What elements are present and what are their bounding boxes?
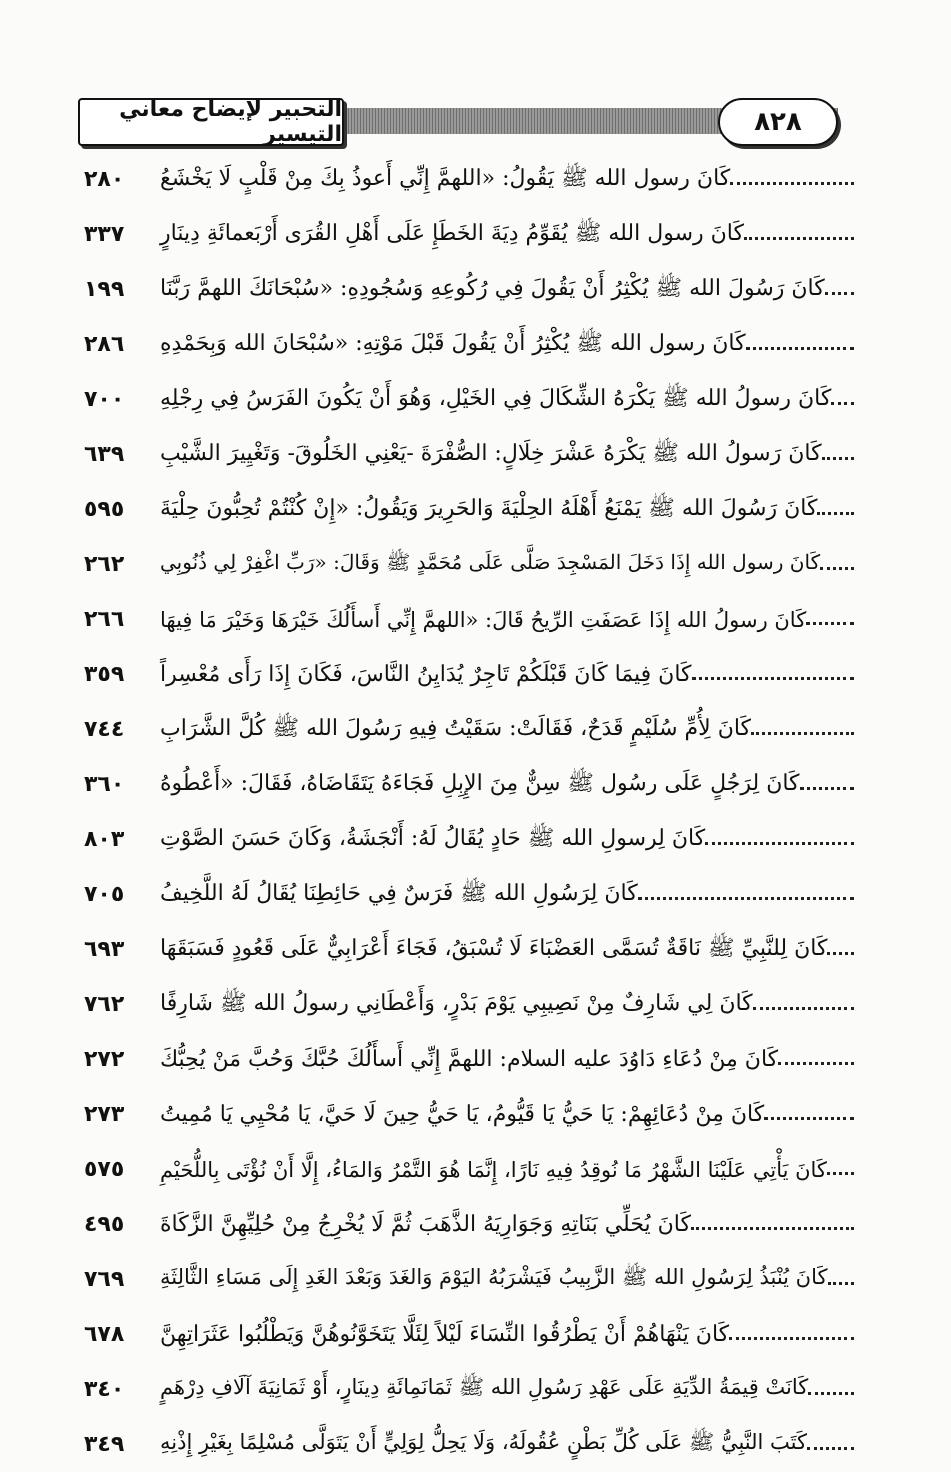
entry-text: كَانَ مِنْ دُعَاءِ دَاوُدَ عليه السلام: اللهمَّ إِنِّي أَسأَلُكَ حُبَّكَ وَحُبَّ مَنْ يُحِبُّكَ: [160, 1047, 779, 1072]
index-entry: [84, 152, 858, 207]
entry-text: كَانَ رسولُ الله إِذَا عَصَفَتِ الرِّيحُ قَالَ: «اللهمَّ إِنِّي أَسأَلُكَ خَيْرَهَا وَخَيْرَ مَا فِيهَا: [160, 607, 807, 632]
entry-text: كَانَ لِلنَّبِيِّ ﷺ نَاقَةٌ تُسَمَّى العَضْبَاءَ لَا تُسْبَقُ، فَجَاءَ أَعْرَابِيٌّ عَلَى قَعُودٍ فَسَبَقَهَا: [160, 935, 828, 961]
entry-line: [154, 608, 858, 632]
entry-page-number: ٣٤٩: [84, 1432, 125, 1457]
entry-page-number: ٢٧٢: [84, 1047, 125, 1072]
entry-line: [154, 769, 858, 801]
entry-line: [154, 824, 858, 856]
index-entry: [84, 702, 858, 757]
dot-leader: [822, 457, 854, 460]
page-header: [78, 97, 838, 147]
index-entry: [84, 812, 858, 867]
index-entry: [84, 317, 858, 372]
entry-page-number: ٧٠٠: [84, 387, 125, 412]
entry-text: كَانَ لِرَسُولِ الله ﷺ فَرَسٌ فِي حَائِطِنَا يُقَالُ لَهُ اللَّخِيفُ: [160, 880, 638, 906]
entry-text: كَانَ لِرَجُلٍ عَلَى رسُول ﷺ سِنٌّ مِنَ الإِبِلِ فَجَاءَهُ يَتَقَاضَاهُ، فَقَالَ: «أَعْطُوهُ: [160, 770, 800, 796]
entry-page-number: ٨٠٣: [84, 827, 125, 852]
index-entry: [84, 207, 858, 262]
entry-page-number: ٦٧٨: [84, 1322, 125, 1347]
entry-line: [154, 934, 858, 966]
entry-line: [154, 1429, 858, 1460]
entry-page-number: ٦٩٣: [84, 937, 125, 962]
entry-line: [154, 219, 858, 251]
entry-line: [154, 662, 858, 687]
index-entry: [84, 922, 858, 977]
book-title: التحبير لإيضاح معاني التيسير: [78, 98, 344, 146]
index-entry: [84, 867, 858, 922]
entry-page-number: ٣٦٠: [84, 772, 125, 797]
entry-text: كَانَ رسول الله إِذَا دَخَلَ المَسْجِدَ صَلَّى عَلَى مُحَمَّدٍ ﷺ وَقَالَ: «رَبِّ اغْفِرْ لِي ذُنُوبِي: [160, 550, 821, 574]
entry-text: كَانَ مِنْ دُعَائِهِمْ: يَا حَيُّ يَا قَيُّومُ، يَا حَيُّ حِينَ لَا حَيَّ، يَا مُحْيِي يَا مُمِيتُ: [160, 1102, 765, 1127]
dot-leader: [817, 512, 854, 515]
dot-leader: [744, 237, 854, 240]
index-entry: [84, 537, 858, 592]
page-number: ٨٢٨: [718, 98, 838, 146]
dot-leader: [827, 952, 854, 955]
dot-leader: [638, 897, 854, 900]
entry-page-number: ٢٦٦: [84, 607, 125, 632]
hadith-index-list: [84, 152, 858, 1472]
dot-leader: [806, 622, 854, 625]
entry-text: كَانَتْ قِيمَةُ الدِّيَةِ عَلَى عَهْدِ رَسُولِ الله ﷺ ثَمَانَمِائَةِ دِينَارٍ، أَوْ ثَمَانِيَةَ آلَافِ دِرْهَمٍ: [160, 1375, 809, 1399]
index-entry: [84, 372, 858, 427]
dot-leader: [778, 1062, 854, 1065]
entry-page-number: ٧٦٢: [84, 992, 125, 1017]
entry-page-number: ٤٩٥: [84, 1212, 125, 1237]
index-entry: [84, 1362, 858, 1417]
dot-leader: [729, 1337, 854, 1340]
entry-page-number: ٣٤٠: [84, 1377, 125, 1402]
index-entry: [84, 262, 858, 317]
dot-leader: [691, 1227, 854, 1230]
index-entry: [84, 592, 858, 647]
dot-leader: [730, 182, 854, 185]
entry-line: [154, 164, 858, 196]
index-entry: [84, 1307, 858, 1362]
index-entry: [84, 1032, 858, 1087]
entry-page-number: ٦٣٩: [84, 442, 125, 467]
entry-text: كَانَ رسولُ الله ﷺ يَكْرَهُ الشِّكَالَ فِي الخَيْلِ، وَهُوَ أَنْ يَكُونَ الفَرَسُ فِي رِجْلِهِ: [160, 385, 832, 411]
entry-text: كَانَ لِأُمِّ سُلَيْمٍ قَدَحٌ، فَقَالَتْ: سَقَيْتُ فِيهِ رَسُولَ الله ﷺ كُلَّ الشَّرَابِ: [160, 715, 752, 741]
dot-leader: [828, 1282, 855, 1285]
entry-page-number: ٢٨٦: [84, 332, 125, 357]
entry-page-number: ٥٩٥: [84, 497, 125, 522]
entry-line: [154, 1374, 858, 1405]
entry-page-number: ٣٣٧: [84, 222, 125, 247]
index-entry: [84, 1197, 858, 1252]
index-entry: [84, 1252, 858, 1307]
entry-text: كَانَ رسول الله ﷺ يُكْثِرُ أَنْ يَقُولَ قَبْلَ مَوْتِهِ: «سُبْحَانَ الله وَبِحَمْدِهِ: [160, 330, 746, 356]
index-entry: [84, 1417, 858, 1472]
entry-text: كَانَ يَأْتِي عَلَيْنَا الشَّهْرُ مَا نُوقِدُ فِيهِ نَارًا، إِنَّمَا هُوَ التَّمْرُ وَالمَاءُ، إِلَّا أَنْ نُؤْتَى بِاللُّحَيْمِ: [160, 1157, 827, 1182]
entry-line: [154, 494, 858, 526]
entry-text: كَانَ رسول الله ﷺ يَقُولُ: «اللهمَّ إِنِّي أَعوذُ بِكَ مِنْ قَلْبٍ لَا يَخْشَعُ: [160, 165, 731, 191]
index-entry: [84, 1142, 858, 1197]
index-entry: [84, 482, 858, 537]
entry-line: [154, 1158, 858, 1182]
dot-leader: [800, 787, 854, 790]
entry-text: كَانَ رَسُولَ الله ﷺ يُكْثِرُ أَنْ يَقُولَ فِي رُكُوعِهِ وَسُجُودِهِ: «سُبْحَانَكَ اللهمَّ رَبَّنَا: [160, 275, 825, 301]
entry-line: [154, 1102, 858, 1127]
entry-page-number: ٢٨٠: [84, 167, 125, 192]
entry-page-number: ٣٥٩: [84, 662, 125, 687]
entry-page-number: ٢٧٣: [84, 1102, 125, 1127]
entry-line: [154, 879, 858, 911]
index-entry: [84, 1087, 858, 1142]
dot-leader: [825, 292, 854, 295]
entry-page-number: ٢٦٢: [84, 552, 125, 577]
index-entry: [84, 427, 858, 482]
entry-line: [154, 550, 858, 579]
dot-leader: [827, 1172, 854, 1175]
dot-leader: [692, 677, 854, 680]
entry-line: [154, 329, 858, 361]
entry-text: كَانَ يُنْبَذُ لِرَسُولِ الله ﷺ الزَّبِيبُ فَيَشْرَبُهُ اليَوْمَ وَالغَدَ وَبَعْدَ الغَدِ إِلَى مَسَاءِ الثَّالِثَةِ: [160, 1265, 828, 1289]
entry-page-number: ٥٧٥: [84, 1157, 125, 1182]
dot-leader: [820, 567, 854, 570]
dot-leader: [808, 1392, 854, 1395]
dot-leader: [753, 1007, 854, 1010]
entry-text: كَانَ يُحَلِّي بَنَاتِهِ وَجَوَارِيَهُ الذَّهَبَ ثُمَّ لَا يُخْرِجُ مِنْ حُلِيِّهِنَّ الزَّكَاةَ: [160, 1212, 691, 1237]
dot-leader: [705, 842, 854, 845]
entry-text: كَانَ فِيمَا كَانَ قَبْلَكُمْ تَاجِرٌ يُدَايِنُ النَّاسَ، فَكَانَ إِذَا رَأَى مُعْسِراً: [160, 662, 692, 687]
index-entry: [84, 647, 858, 702]
entry-text: كَانَ لِي شَارِفٌ مِنْ نَصِيبِي يَوْمَ بَدْرٍ، وَأَعْطَانِي رسولُ الله ﷺ شَارِفًا: [160, 990, 753, 1016]
entry-text: كَانَ رسول الله ﷺ يُقَوِّمُ دِيَةَ الخَطَإِ عَلَى أَهْلِ القُرَى أَرْبَعمائَةِ دِينَارٍ: [160, 220, 744, 246]
entry-line: [154, 989, 858, 1021]
entry-line: [154, 1047, 858, 1072]
entry-line: [154, 274, 858, 306]
dot-leader: [807, 1447, 854, 1450]
entry-text: كَانَ يَنْهَاهُمْ أَنْ يَطْرُقُوا النِّسَاءَ لَيْلاً لِئَلَّا يَتَخَوَّنُوهُنَّ وَيَطْلُبُوا عَثَرَاتِهِنَّ: [160, 1322, 730, 1347]
entry-text: كَانَ لِرسولِ الله ﷺ حَادٍ يُقَالُ لَهُ: أَنْجَشَةُ، وَكَانَ حَسَنَ الصَّوْتِ: [160, 825, 706, 851]
dot-leader: [831, 402, 854, 405]
index-entry: [84, 977, 858, 1032]
entry-line: [154, 439, 858, 471]
entry-line: [154, 1322, 858, 1347]
entry-page-number: ٧٦٩: [84, 1267, 125, 1292]
entry-page-number: ٧٤٤: [84, 717, 125, 742]
dot-leader: [764, 1117, 854, 1120]
entry-line: [154, 714, 858, 746]
index-entry: [84, 757, 858, 812]
entry-text: كَانَ رَسولُ الله ﷺ يَكْرَهُ عَشْرَ خِلَالٍ: الصُّفْرَةَ -يَعْنِي الخَلُوقَ- وَتَغْيِيرَ الشَّيْبِ: [160, 440, 822, 466]
entry-text: كَتَبَ النَّبِيُّ ﷺ عَلَى كُلِّ بَطْنٍ عُقُولَهُ، وَلَا يَحِلُّ لِوَلِيٍّ أَنْ يَتَوَلَّى مُسْلِمًا بِغَيْرِ إِذْنِهِ: [160, 1430, 807, 1454]
entry-text: كَانَ رَسُولَ الله ﷺ يَمْنَعُ أَهْلَهُ الحِلْيَةَ وَالحَرِيرَ وَيَقُولُ: «إِنْ كُنْتُمْ تُحِبُّونَ حِلْيَةَ: [160, 495, 818, 521]
dot-leader: [746, 347, 854, 350]
dot-leader: [751, 732, 854, 735]
entry-line: [154, 1212, 858, 1237]
entry-page-number: ٧٠٥: [84, 882, 125, 907]
entry-page-number: ١٩٩: [84, 277, 125, 302]
entry-line: [154, 1264, 858, 1295]
entry-line: [154, 384, 858, 416]
